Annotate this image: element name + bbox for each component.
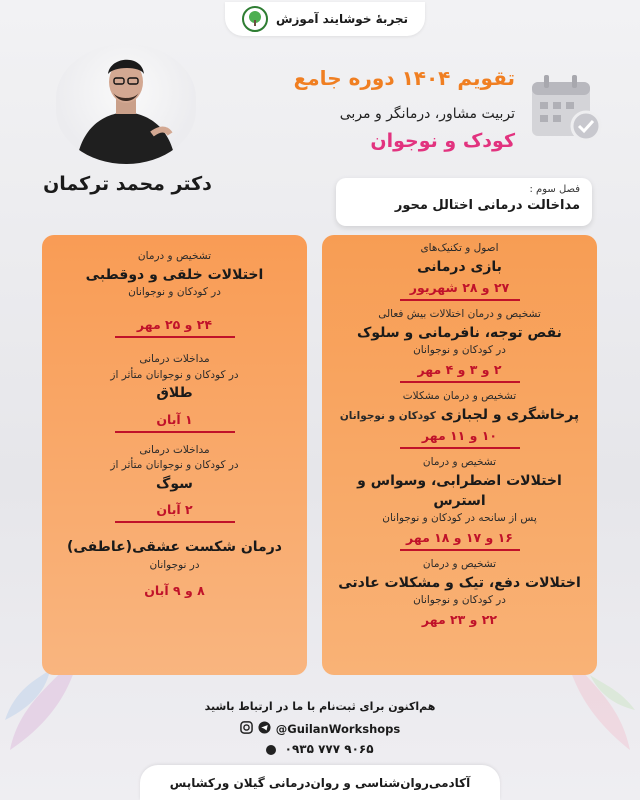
academy-name: آکادمی‌روان‌شناسی و روان‌درمانی گیلان ورکشاپس <box>169 775 471 790</box>
course-audience: در کودکان و نوجوانان <box>413 344 506 357</box>
course-date: ۱۶ و ۱۷ و ۱۸ مهر <box>406 529 513 545</box>
course-date: ۸ و ۹ آبان <box>144 583 205 599</box>
course-audience: پس از سانحه در کودکان و نوجوانان <box>382 512 537 525</box>
subtitle: تربیت مشاور، درمانگر و مربی <box>339 106 515 122</box>
course-date: ۲۷ و ۲۸ شهریور <box>409 280 510 296</box>
course-audience: در کودکان و نوجوانان متأثر از <box>110 459 239 472</box>
course-subtitle: تشخیص و درمان <box>137 250 212 262</box>
social-handle[interactable]: @GuilanWorkshops <box>275 722 401 736</box>
header-brand <box>225 2 425 36</box>
course-title: سوگ <box>156 476 193 493</box>
tree-icon <box>242 6 268 32</box>
date-underline <box>115 431 235 433</box>
course-subtitle: تشخیص و درمان اختلالات بیش فعالی <box>378 308 541 321</box>
academy-footer <box>140 765 500 800</box>
course-title: طلاق <box>156 385 193 402</box>
calendar-check-icon <box>528 72 604 144</box>
course-audience: در نوجوانان <box>149 558 200 571</box>
course-title: اختلالات اضطرابی، وسواس و استرس <box>357 472 562 509</box>
course-date: ۲ آبان <box>156 502 193 518</box>
course-title: پرخاشگری و لجبازی کودکان و نوجوانان <box>339 406 580 423</box>
course-item <box>332 241 587 301</box>
course-title: درمان شکست عشقی(عاطفی) <box>67 539 282 556</box>
phone-number-row <box>0 742 640 756</box>
course-date: ۲ و ۳ و ۴ مهر <box>417 361 502 377</box>
course-subtitle: اصول و تکنیک‌های <box>420 242 499 254</box>
instagram-icon <box>240 721 253 737</box>
subtitle-highlight: کودک و نوجوان <box>370 130 515 152</box>
course-subtitle: مداخلات درمانی <box>139 352 210 365</box>
course-audience: در کودکان و نوجوانان <box>128 286 221 299</box>
date-underline <box>400 381 520 383</box>
course-subtitle: مداخلات درمانی <box>139 443 210 456</box>
chapter-label: فصل سوم : <box>529 184 580 195</box>
telegram-icon <box>258 721 271 737</box>
registration-note: هم‌اکنون برای ثبت‌نام با ما در ارتباط باشید <box>204 700 436 713</box>
course-audience: در کودکان و نوجوانان متأثر از <box>110 368 239 381</box>
phone-icon <box>266 745 276 755</box>
course-date: ۲۲ و ۲۳ مهر <box>421 611 498 627</box>
date-underline <box>115 336 235 338</box>
course-item <box>52 537 297 598</box>
date-underline <box>400 299 520 301</box>
phone-number[interactable]: ۰۹۳۵ ۷۷۷ ۹۰۶۵ <box>284 742 374 756</box>
date-underline <box>115 521 235 523</box>
course-title: بازی درمانی <box>417 258 502 275</box>
date-underline <box>400 447 520 449</box>
page-title: تقویم ۱۴۰۴ دوره جامع <box>293 66 515 90</box>
course-item <box>332 389 587 449</box>
course-subtitle: تشخیص و درمان <box>422 557 497 570</box>
social-handle-row <box>0 721 640 737</box>
course-item <box>332 307 587 383</box>
chapter-box <box>336 178 592 226</box>
doctor-portrait <box>56 44 196 164</box>
course-subtitle: تشخیص و درمان مشکلات <box>402 389 517 402</box>
course-title: نقص توجه، نافرمانی و سلوک <box>357 324 562 341</box>
course-subtitle: تشخیص و درمان <box>422 455 497 468</box>
course-item <box>332 557 587 627</box>
course-date: ۱ آبان <box>156 411 193 427</box>
course-panel-right <box>322 235 597 675</box>
chapter-title: مداخالت درمانی اختالل محور <box>394 198 580 213</box>
doctor-name: دکتر محمد ترکمان <box>43 173 212 195</box>
course-date: ۱۰ و ۱۱ مهر <box>421 427 498 443</box>
course-audience: در کودکان و نوجوانان <box>413 594 506 607</box>
course-title: اختلالات دفع، تیک و مشکلات عادتی <box>338 574 581 591</box>
course-title: اختلالات خلقی و دوقطبی <box>85 266 264 283</box>
course-item <box>52 352 297 433</box>
course-date: ۲۴ و ۲۵ مهر <box>136 316 213 332</box>
org-name: تجربهٔ خوشایند آموزش <box>275 12 409 26</box>
course-item <box>52 249 297 338</box>
date-underline <box>400 549 520 551</box>
course-panel-left <box>42 235 307 675</box>
course-item <box>52 443 297 524</box>
course-item <box>332 455 587 551</box>
